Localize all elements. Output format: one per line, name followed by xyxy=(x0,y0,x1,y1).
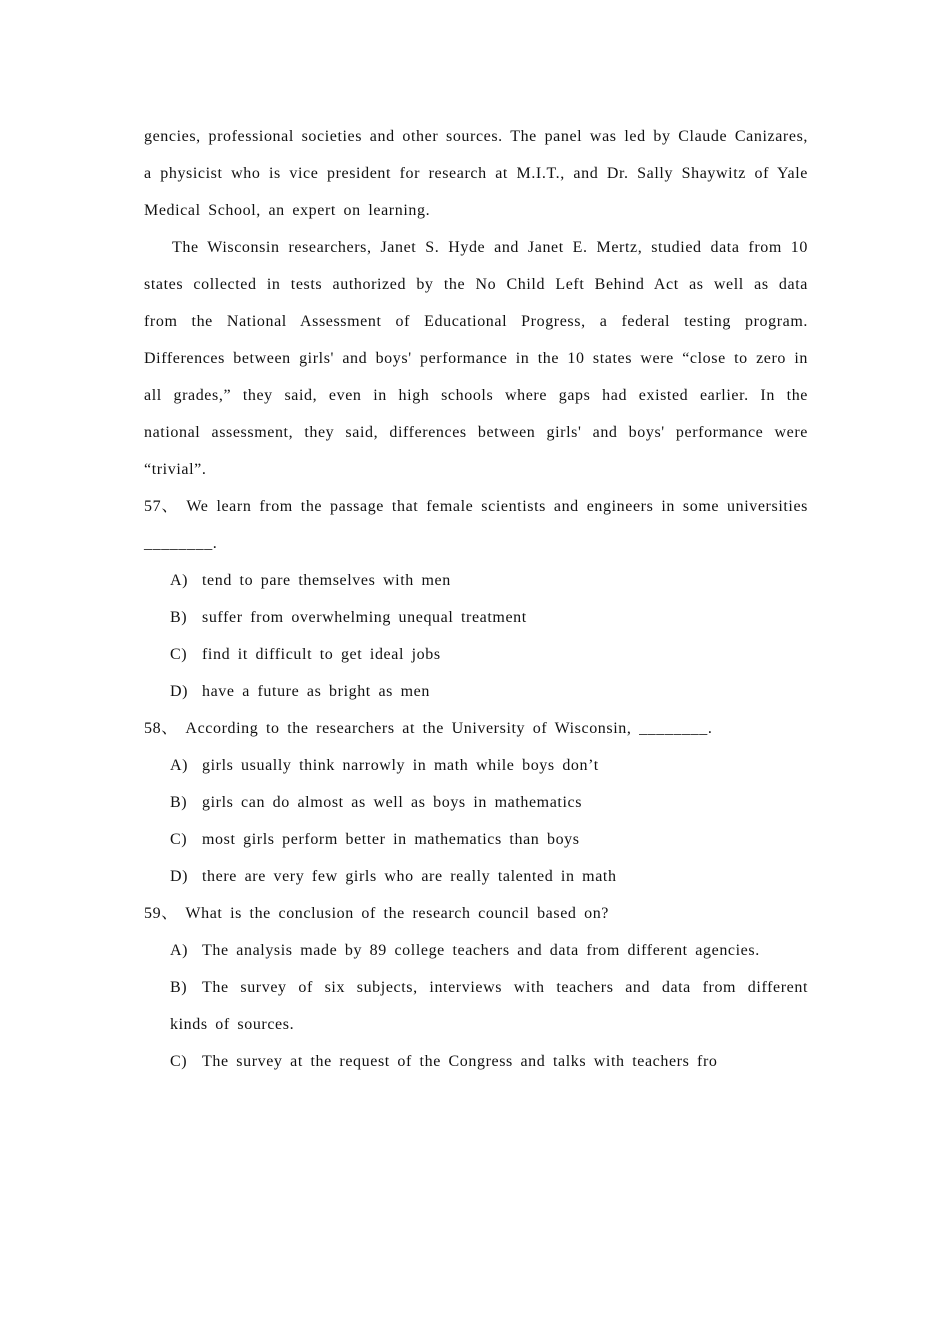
question-number: 57、 xyxy=(144,498,179,515)
option-letter: B) xyxy=(170,609,188,626)
option-text: The survey of six subjects, interviews with teachers and data from different kinds of sources. xyxy=(170,979,808,1033)
passage-paragraph-2: The Wisconsin researchers, Janet S. Hyde and Janet E. Mertz, studied data from 10 states collected in tests authorized by the No Child Left Behind Act as well as data from the National Assessment of Educational Progress, a federal testing program. Differences between girls' and boys' performance in the 10 states were “close to zero in all grades,” they said, even in high schools where gaps had existed earlier. In the national assessment, they said, differences between girls' and boys' performance were “trivial”. xyxy=(144,239,808,478)
answer-options xyxy=(144,562,808,710)
option-text: girls usually think narrowly in math while boys don’t xyxy=(202,757,599,774)
question-number: 59、 xyxy=(144,905,178,922)
option-letter: A) xyxy=(170,757,189,774)
option-letter: C) xyxy=(170,646,188,663)
option-text: tend to pare themselves with men xyxy=(202,572,451,589)
answer-option-b[interactable] xyxy=(144,599,808,636)
answer-option-c[interactable] xyxy=(144,636,808,673)
answer-options xyxy=(144,747,808,895)
option-letter: D) xyxy=(170,683,189,700)
option-text: The survey at the request of the Congress and talks with teachers fro xyxy=(202,1053,718,1070)
answer-option-c[interactable] xyxy=(144,821,808,858)
question-stem xyxy=(144,895,808,932)
answer-option-c[interactable] xyxy=(144,1043,808,1080)
option-text: find it difficult to get ideal jobs xyxy=(202,646,441,663)
answer-option-d[interactable] xyxy=(144,673,808,710)
question-57 xyxy=(144,488,808,710)
question-stem xyxy=(144,488,808,562)
answer-option-a[interactable] xyxy=(144,932,808,969)
answer-option-b[interactable] xyxy=(144,969,808,1043)
question-number: 58、 xyxy=(144,720,178,737)
option-letter: D) xyxy=(170,868,189,885)
answer-option-a[interactable] xyxy=(144,747,808,784)
option-text: girls can do almost as well as boys in mathematics xyxy=(202,794,583,811)
question-59 xyxy=(144,895,808,1080)
answer-option-d[interactable] xyxy=(144,858,808,895)
option-letter: C) xyxy=(170,1053,188,1070)
option-text: suffer from overwhelming unequal treatment xyxy=(202,609,527,626)
option-letter: A) xyxy=(170,942,189,959)
option-letter: A) xyxy=(170,572,189,589)
option-text: most girls perform better in mathematics than boys xyxy=(202,831,580,848)
question-text: According to the researchers at the University of Wisconsin, ________. xyxy=(185,720,713,737)
question-stem xyxy=(144,710,808,747)
passage-paragraph-1: gencies, professional societies and other sources. The panel was led by Claude Canizares, a physicist who is vice president for research at M.I.T., and Dr. Sally Shaywitz of Yale Medical School, an expert on learning. xyxy=(144,128,808,219)
option-letter: B) xyxy=(170,794,188,811)
answer-options xyxy=(144,932,808,1080)
option-letter: B) xyxy=(170,979,188,996)
answer-option-a[interactable] xyxy=(144,562,808,599)
document-body xyxy=(144,118,808,1080)
answer-option-b[interactable] xyxy=(144,784,808,821)
option-text: The analysis made by 89 college teachers and data from different agencies. xyxy=(202,942,760,959)
question-text: We learn from the passage that female scientists and engineers in some universities ________. xyxy=(144,498,808,552)
option-text: there are very few girls who are really talented in math xyxy=(202,868,617,885)
option-letter: C) xyxy=(170,831,188,848)
option-text: have a future as bright as men xyxy=(202,683,430,700)
question-58 xyxy=(144,710,808,895)
question-text: What is the conclusion of the research council based on? xyxy=(185,905,609,922)
